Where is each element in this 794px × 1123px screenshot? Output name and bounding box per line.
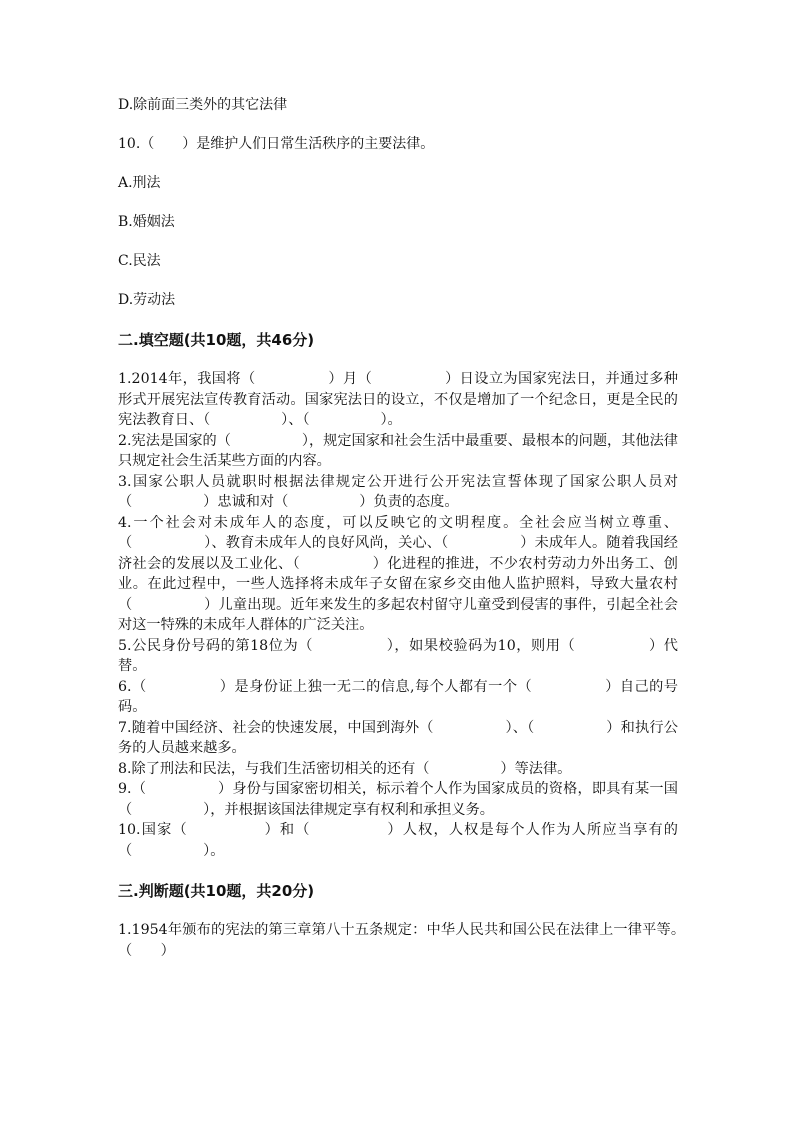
q10-option-b: B.婚姻法 <box>118 214 175 230</box>
exam-page <box>118 95 707 961</box>
q9-option-d: D.除前面三类外的其它法律 <box>118 97 288 113</box>
fill-item-2: 2.宪法是国家的（ ），规定国家和社会生活中最重要、最根本的问题，其他法律只规定社会生活某些方面的内容。 <box>118 432 678 469</box>
section-2-title: 二.填空题(共10题，共46分) <box>118 331 315 349</box>
fill-item-1: 1.2014年，我国将（ ）月（ ）日设立为国家宪法日，并通过多种形式开展宪法宣传教育活动。国家宪法日的设立，不仅是增加了一个纪念日，更是全民的宪法教育日、（ ）、（ ）。 <box>118 371 678 428</box>
fill-item-5: 5.公民身份号码的第18位为（ ），如果校验码为10，则用（ ）代替。 <box>118 637 678 674</box>
fill-item-3: 3.国家公职人员就职时根据法律规定公开进行公开宪法宣誓体现了国家公职人员对（ ）忠诚和对（ ）负责的态度。 <box>118 473 678 510</box>
q10-option-a: A.刑法 <box>118 175 161 191</box>
fill-item-6: 6.（ ）是身份证上独一无二的信息,每个人都有一个（ ）自己的号码。 <box>118 678 678 715</box>
q10-stem: 10.（ ）是维护人们日常生活秩序的主要法律。 <box>118 136 435 152</box>
judge-item-1: 1.1954年颁布的宪法的第三章第八十五条规定：中华人民共和国公民在法律上一律平等。 （ ） <box>118 922 707 959</box>
fill-blank-list <box>118 369 678 861</box>
section-3-title: 三.判断题(共10题，共20分) <box>118 882 315 900</box>
fill-item-8: 8.除了刑法和民法，与我们生活密切相关的还有（ ）等法律。 <box>118 760 572 777</box>
true-false-list <box>118 920 707 961</box>
q10-option-c: C.民法 <box>118 253 161 269</box>
fill-item-7: 7.随着中国经济、社会的快速发展，中国到海外（ ）、（ ）和执行公务的人员越来越多。 <box>118 719 678 756</box>
q10-option-d: D.劳动法 <box>118 292 176 308</box>
fill-item-9: 9.（ ）身份与国家密切相关，标示着个人作为国家成员的资格，即具有某一国（ ），并根据该国法律规定享有权利和承担义务。 <box>118 781 678 818</box>
fill-item-10: 10.国家（ ）和（ ）人权，人权是每个人作为人所应当享有的（ ）。 <box>118 822 678 859</box>
fill-item-4: 4.一个社会对未成年人的态度，可以反映它的文明程度。全社会应当树立尊重、（ ）、教育未成年人的良好风尚，关心、（ ）未成年人。随着我国经济社会的发展以及工业化、（ ）化进程的推进，不少农村劳动力外出务工、创业。在此过程中，一些人选择将未成年子女留在家乡交由他人监护照料，导致大量农村（ ）儿童出现。近年来发生的多起农村留守儿童受到侵害的事件，引起全社会对这一特殊的未成年人群体的广泛关注。 <box>118 514 678 633</box>
